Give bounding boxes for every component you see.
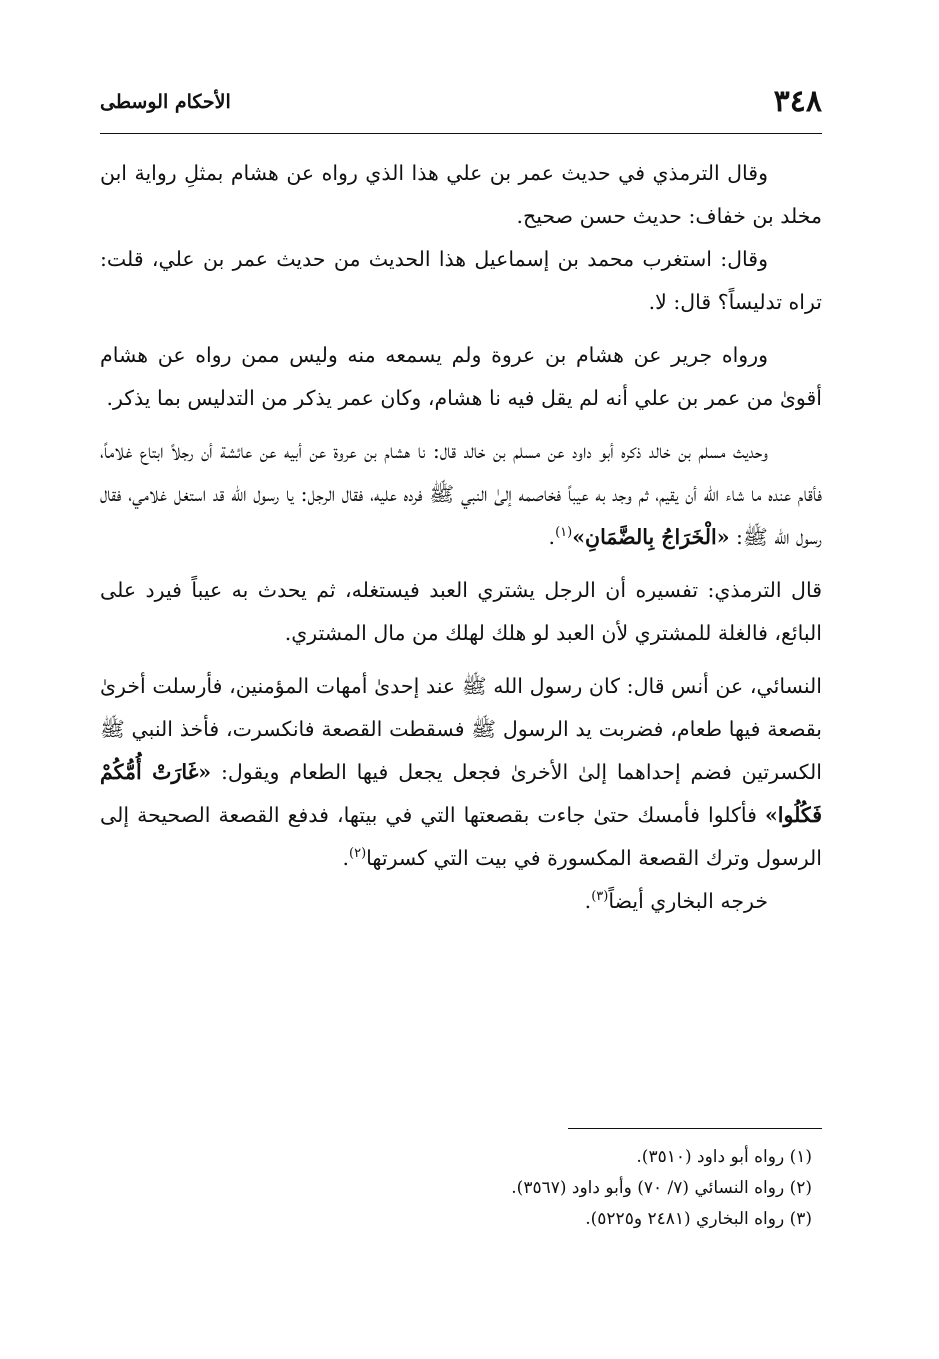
footnote-divider bbox=[568, 1128, 822, 1129]
header-divider bbox=[100, 133, 822, 134]
paragraph-7-end: . bbox=[584, 889, 592, 913]
paragraph-5-text: قال الترمذي: تفسيره أن الرجل يشتري العبد فيستغله، ثم يحدث به عيباً فيرد على البائع، فالغلة للمشتري لأن العبد لو هلك لهلك من مال المشتري. bbox=[100, 578, 822, 645]
paragraph-7 bbox=[100, 880, 822, 923]
paragraph-4 bbox=[100, 430, 822, 559]
page-number: ٣٤٨ bbox=[773, 84, 822, 119]
paragraph-6-end: . bbox=[342, 846, 350, 870]
hadith-quote: «الْخَرَاجُ بِالضَّمَانِ» bbox=[572, 525, 730, 549]
footnote-marker-1: (١) bbox=[555, 525, 573, 541]
paragraph-7-text: خرجه البخاري أيضاً bbox=[608, 889, 768, 913]
paragraph-6-continuation: فأكلوا فأمسك حتىٰ جاءت بقصعتها التي في بيتها، فدفع القصعة الصحيحة إلى الرسول وترك القصعة المكسورة في بيت التي كسرتها bbox=[100, 803, 822, 870]
paragraph-3 bbox=[100, 334, 822, 420]
footnote-item: (٢) رواه النسائي (٧/ ٧٠) وأبو داود (٣٥٦٧). bbox=[511, 1178, 812, 1198]
book-page bbox=[100, 0, 822, 1359]
footnote-item: (٣) رواه البخاري (٢٤٨١ و٥٢٢٥). bbox=[585, 1209, 812, 1229]
paragraph-4-end: . bbox=[548, 525, 556, 549]
paragraph-3-text: ورواه جرير عن هشام بن عروة ولم يسمعه منه وليس ممن رواه عن هشام أقوىٰ من عمر بن علي أنه لم يقل فيه نا هشام، وكان عمر يذكر من التدليس بما يذكر. bbox=[100, 343, 822, 410]
paragraph-4-text: وحديث مسلم بن خالد ذكره أبو داود عن مسلم بن خالد قال: نا هشام بن عروة عن أبيه عن عائشة أن رجلاً ابتاع غلاماً، فأقام عنده ما شاء الله أن يقيم، ثم وجد به عيباً فخاصمه إلىٰ النبي ﷺ فرده عليه، فقال الرجل: يا رسول الله قد استغل غلامي، فقال رسول الله ﷺ: bbox=[100, 439, 822, 549]
paragraph-5 bbox=[100, 569, 822, 655]
footnote-marker-2: (٢) bbox=[349, 846, 367, 862]
paragraph-6-text: النسائي، عن أنس قال: كان رسول الله ﷺ عند إحدىٰ أمهات المؤمنين، فأرسلت أخرىٰ بقصعة فيها طعام، فضربت يد الرسول ﷺ فسقطت القصعة فانكسرت، فأخذ النبي ﷺ الكسرتين فضم إحداهما إلىٰ الأخرىٰ فجعل يجعل فيها الطعام ويقول: bbox=[100, 674, 822, 784]
page-header bbox=[100, 82, 822, 126]
running-title: الأحكام الوسطى bbox=[100, 91, 231, 113]
footnote-item: (١) رواه أبو داود (٣٥١٠). bbox=[636, 1147, 812, 1167]
footnote-marker-3: (٣) bbox=[591, 889, 609, 905]
paragraph-6 bbox=[100, 665, 822, 880]
footnotes-list bbox=[100, 1142, 822, 1235]
paragraph-1-text: وقال الترمذي في حديث عمر بن علي هذا الذي رواه عن هشام بمثلِ رواية ابن مخلد بن خفاف: حديث حسن صحيح. bbox=[100, 161, 822, 228]
main-text bbox=[100, 152, 822, 923]
hadith-quote: «غَارَتْ أُمُّكُمْ فَكُلُوا» bbox=[100, 760, 822, 827]
paragraph-1 bbox=[100, 152, 822, 238]
paragraph-2 bbox=[100, 238, 822, 324]
paragraph-2-text: وقال: استغرب محمد بن إسماعيل هذا الحديث من حديث عمر بن علي، قلت: تراه تدليساً؟ قال: لا. bbox=[100, 247, 822, 314]
